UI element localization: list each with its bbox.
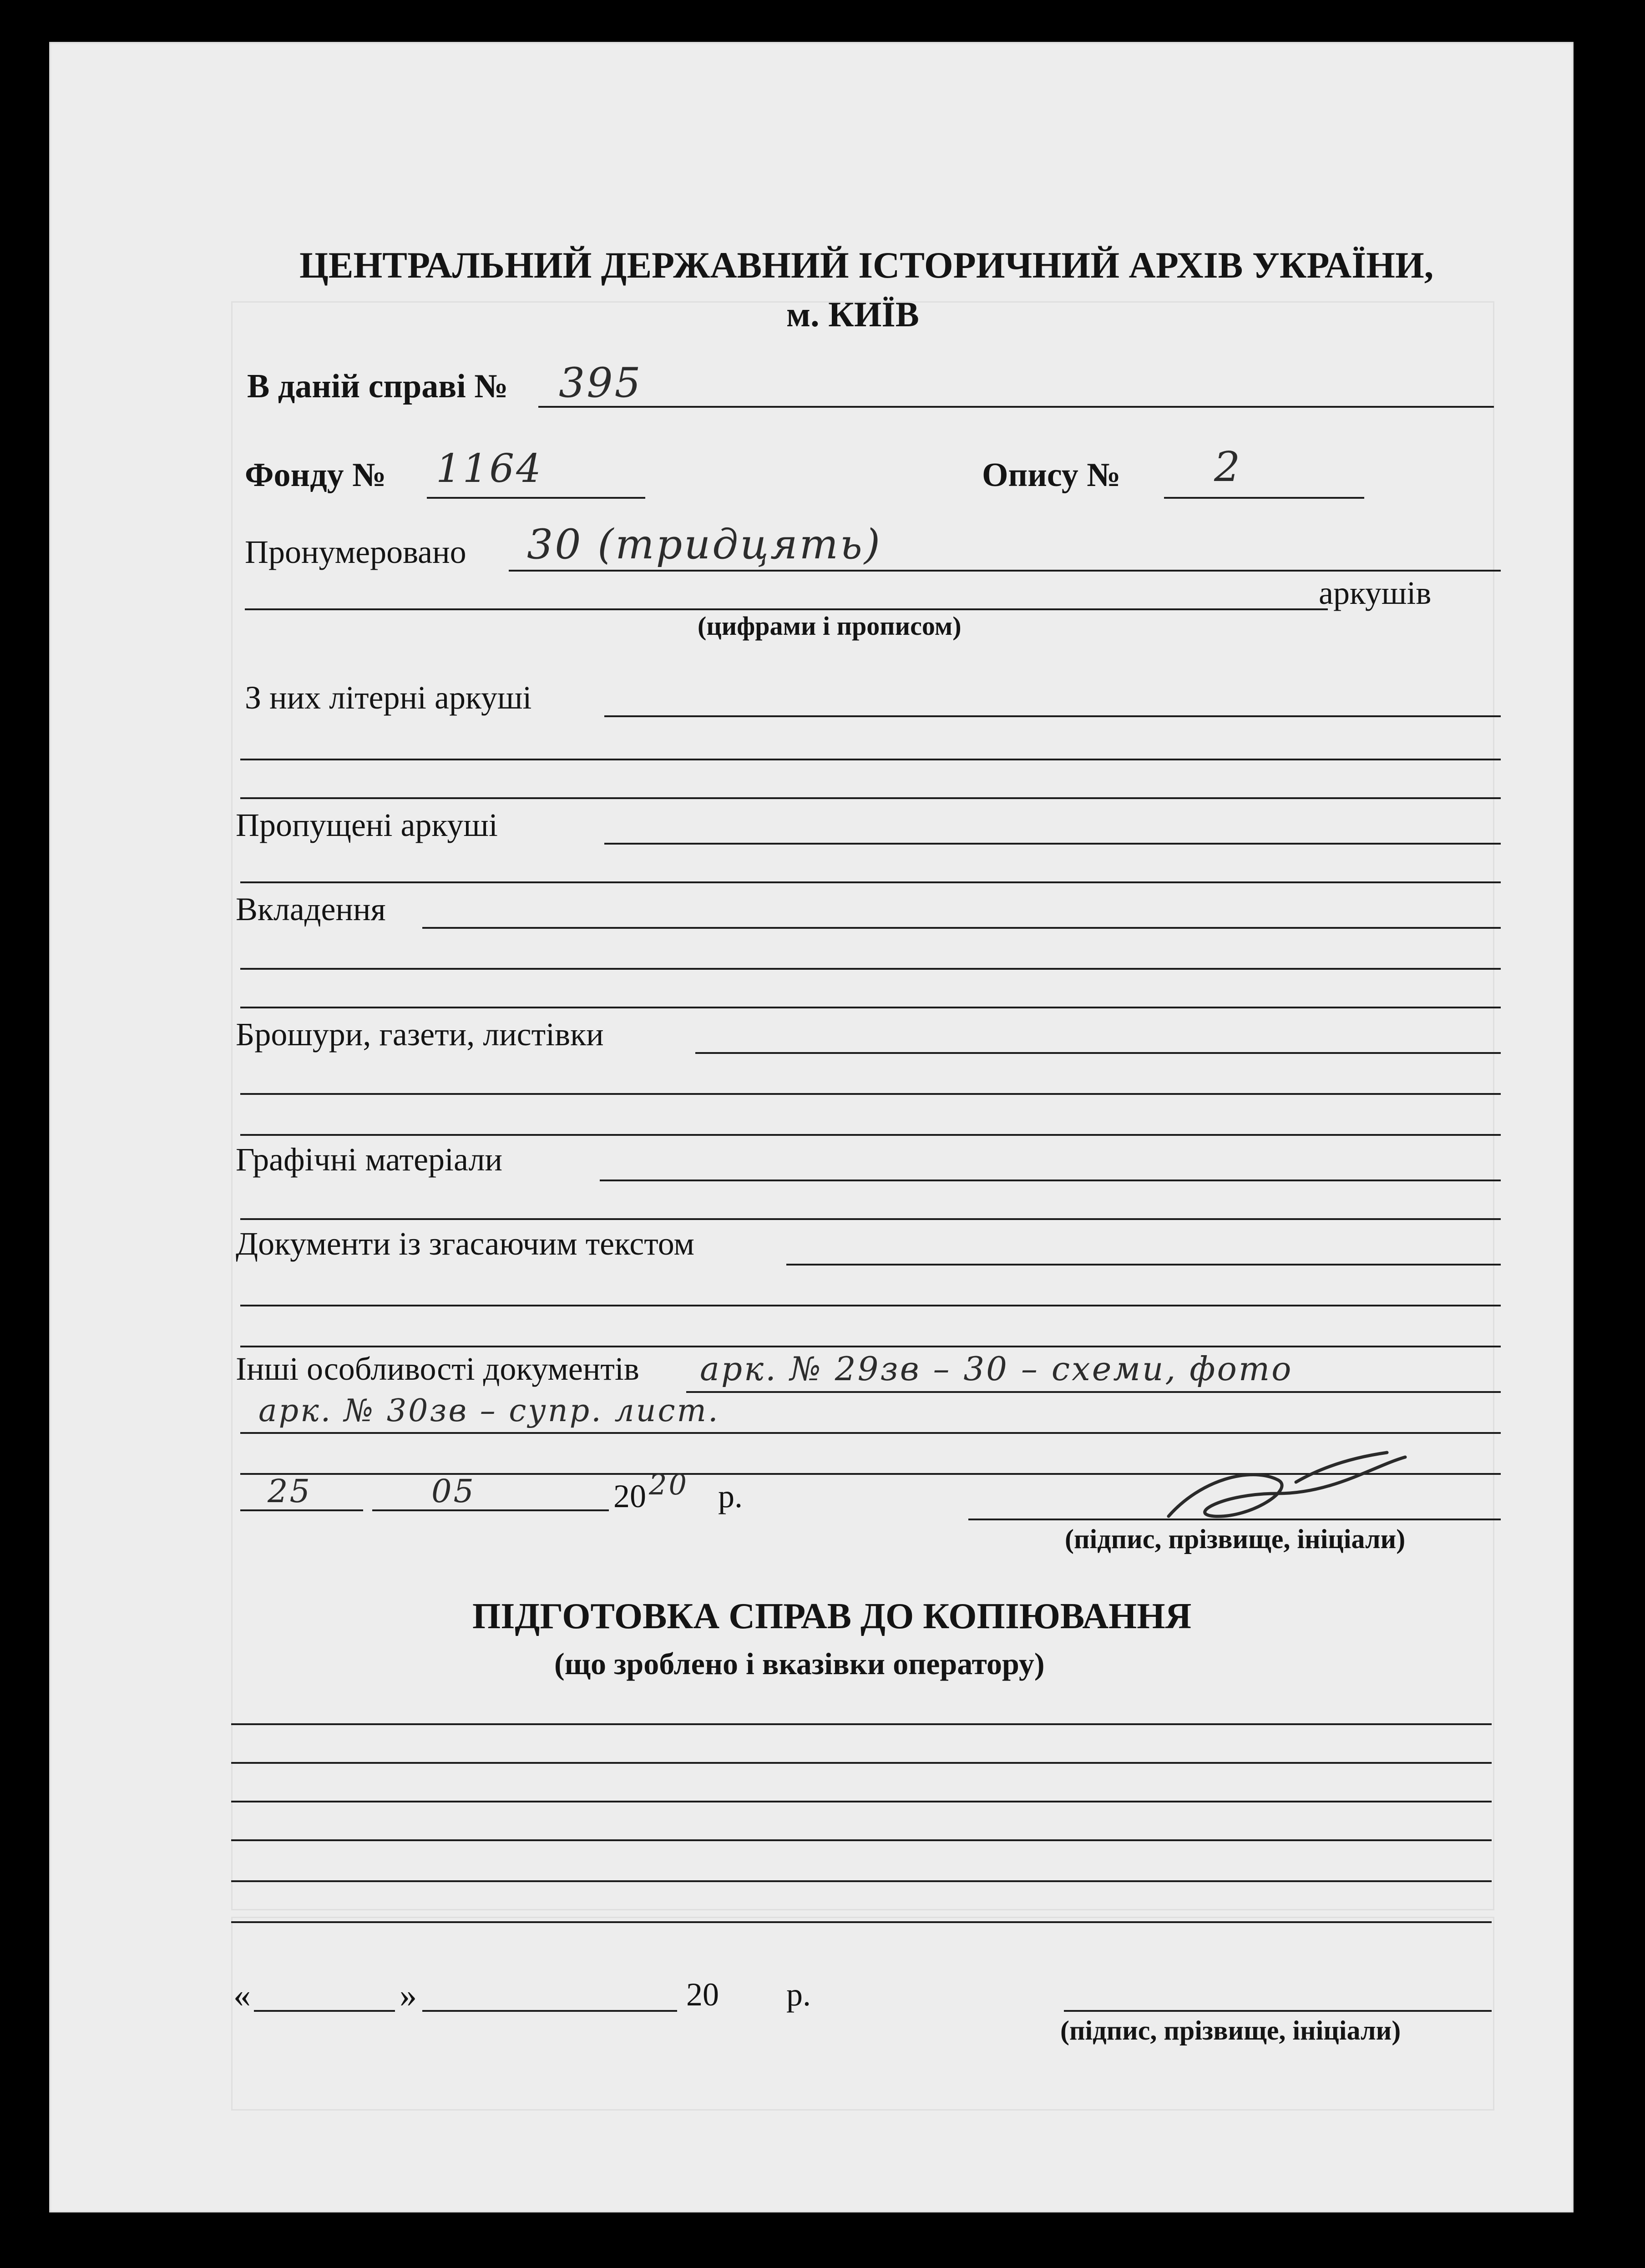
prep-line-6: [231, 1921, 1492, 1923]
brochures-line-3: [240, 1134, 1501, 1136]
date2-open-quote: «: [233, 1976, 251, 2015]
graphics-label: Графічні матеріали: [236, 1141, 503, 1178]
date1-year-prefix: 20: [613, 1478, 646, 1514]
other-line-2: [240, 1432, 1501, 1434]
fond-label: Фонду №: [245, 456, 386, 494]
fond-number: 1164: [436, 446, 543, 491]
numbered-suffix: аркушів: [1319, 575, 1432, 611]
brochures-line: [695, 1052, 1501, 1054]
date2-close-quote: »: [400, 1976, 417, 2015]
inserts-line-3: [240, 1007, 1501, 1008]
letter-sheets-label: З них літерні аркуші: [245, 679, 532, 716]
missed-sheets-line: [604, 843, 1501, 845]
date1-month: 05: [431, 1473, 476, 1510]
fond-line: [427, 497, 645, 499]
case-label: В даній справі №: [247, 368, 508, 405]
prep-line-4: [231, 1839, 1492, 1841]
other-note-1: арк. № 29зв – 30 – схеми, фото: [700, 1350, 1293, 1388]
case-line: [538, 406, 1494, 408]
prep-line-2: [231, 1762, 1492, 1764]
graphics-line: [600, 1180, 1501, 1181]
section2-subtitle: (що зроблено і вказівки оператору): [554, 1646, 1045, 1681]
date1-year-suffix: 20: [649, 1468, 688, 1501]
opys-number: 2: [1214, 443, 1242, 491]
missed-sheets-label: Пропущені аркуші: [236, 807, 498, 843]
date1-day: 25: [268, 1473, 312, 1510]
prep-line-1: [231, 1723, 1492, 1725]
signature-hint-2: (підпис, прізвище, ініціали): [1060, 2015, 1401, 2045]
signature-hint-1: (підпис, прізвище, ініціали): [1065, 1524, 1406, 1554]
brochures-line-2: [240, 1093, 1501, 1095]
fading-docs-line-3: [240, 1346, 1501, 1347]
numbered-hint: (цифрами і прописом): [698, 611, 962, 641]
fading-docs-line: [786, 1264, 1501, 1266]
letter-sheets-line-2: [240, 759, 1501, 760]
inserts-line: [422, 927, 1501, 929]
letter-sheets-line-3: [240, 797, 1501, 799]
signature-line-2: [1064, 2010, 1492, 2012]
other-line: [686, 1391, 1501, 1393]
date1-month-line: [372, 1509, 609, 1511]
missed-sheets-line-2: [240, 881, 1501, 883]
opys-label: Опису №: [982, 456, 1121, 494]
archive-title: ЦЕНТРАЛЬНИЙ ДЕРЖАВНИЙ ІСТОРИЧНИЙ АРХІВ УКРАЇНИ,: [299, 244, 1434, 286]
fading-docs-label: Документи із згасаючим текстом: [236, 1225, 694, 1262]
prep-line-5: [231, 1880, 1492, 1882]
fading-docs-line-2: [240, 1305, 1501, 1306]
date1-r: р.: [718, 1478, 743, 1514]
inserts-line-2: [240, 968, 1501, 970]
letter-sheets-line: [604, 715, 1501, 717]
inserts-label: Вкладення: [236, 891, 386, 927]
show-through-table: [231, 1917, 1494, 2111]
numbered-label: Пронумеровано: [245, 534, 466, 570]
date2-month-line: [422, 2010, 677, 2012]
numbered-line-2: [245, 608, 1328, 610]
brochures-label: Брошури, газети, листівки: [236, 1016, 604, 1053]
opys-line: [1164, 497, 1364, 499]
other-note-2: арк. № 30зв – супр. лист.: [258, 1393, 720, 1429]
case-number: 395: [559, 359, 643, 407]
date2-r: р.: [786, 1976, 811, 2013]
form-page: [49, 42, 1574, 2212]
graphics-line-2: [240, 1218, 1501, 1220]
archive-city: м. КИЇВ: [786, 294, 919, 334]
numbered-value: 30 (тридцять): [527, 521, 882, 568]
other-label: Інші особливості документів: [236, 1351, 639, 1387]
date2-day-line: [254, 2010, 395, 2012]
date2-year-prefix: 20: [686, 1976, 719, 2013]
signature-image: [1159, 1439, 1414, 1530]
numbered-line-1: [509, 570, 1501, 572]
prep-line-3: [231, 1801, 1492, 1802]
section2-title: ПІДГОТОВКА СПРАВ ДО КОПІЮВАННЯ: [472, 1596, 1192, 1636]
